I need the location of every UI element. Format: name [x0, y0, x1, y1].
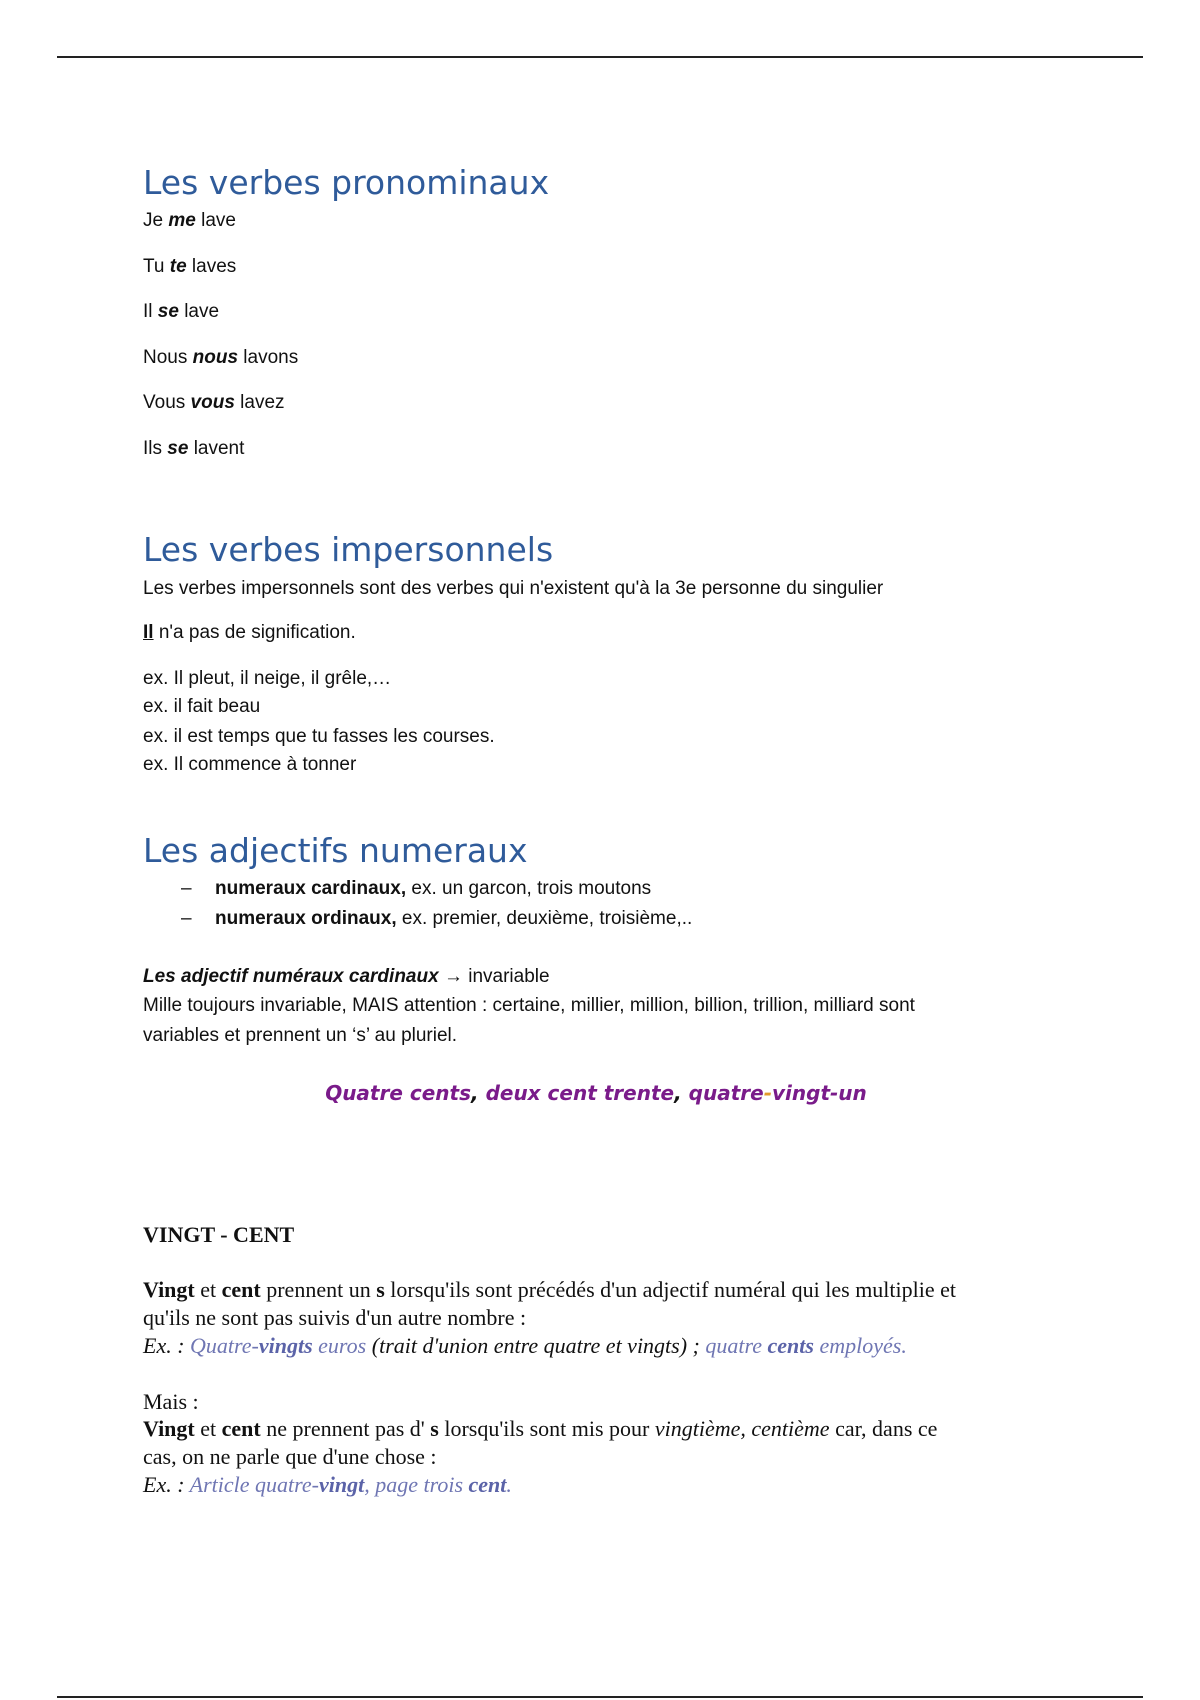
conjugation-line: Vous vous lavez: [143, 392, 285, 413]
heading-verbes-impersonnels: Les verbes impersonnels: [143, 530, 554, 569]
mais-label: Mais :: [143, 1389, 199, 1414]
top-rule: [57, 56, 1143, 58]
mille-note-line: Mille toujours invariable, MAIS attention : certaine, millier, million, billion, trillion, milliard sont: [143, 995, 915, 1016]
list-item: – numeraux ordinaux, ex. premier, deuxième, troisième,..: [143, 908, 692, 930]
il-note: Il n'a pas de signification.: [143, 622, 356, 643]
arrow-icon: →: [438, 966, 469, 987]
example-line: ex. Il commence à tonner: [143, 754, 357, 775]
rule-paragraph-line: cas, on ne parle que d'une chose :: [143, 1444, 437, 1469]
dash-bullet: –: [181, 878, 192, 899]
bottom-rule: [57, 1696, 1143, 1698]
example-line: ex. il fait beau: [143, 696, 261, 717]
example-line: ex. Il pleut, il neige, il grêle,…: [143, 668, 392, 689]
heading-verbes-pronominaux: Les verbes pronominaux: [143, 163, 550, 202]
heading-adjectifs-numeraux: Les adjectifs numeraux: [143, 831, 528, 870]
conjugation-line: Tu te laves: [143, 256, 237, 277]
conjugation-line: Nous nous lavons: [143, 347, 299, 368]
conjugation-line: Il se lave: [143, 301, 220, 322]
heading-vingt-cent: VINGT - CENT: [143, 1222, 295, 1247]
impersonnels-definition: Les verbes impersonnels sont des verbes qui n'existent qu'à la 3e personne du singulier: [143, 578, 884, 599]
cardinaux-rule: Les adjectif numéraux cardinaux → invariable: [143, 966, 550, 987]
conjugation-line: Je me lave: [143, 210, 236, 231]
numeral-example: Quatre cents, deux cent trente, quatre-vingt-un: [325, 1081, 867, 1105]
example-line: ex. il est temps que tu fasses les courses.: [143, 726, 495, 747]
rule-paragraph-line: Vingt et cent prennent un s lorsqu'ils sont précédés d'un adjectif numéral qui les multiplie et: [143, 1277, 957, 1302]
conjugation-line: Ils se lavent: [143, 438, 245, 459]
example-line: Ex. : Article quatre-vingt, page trois cent.: [143, 1472, 512, 1497]
dash-bullet: –: [181, 908, 192, 929]
example-line: Ex. : Quatre-vingts euros (trait d'union entre quatre et vingts) ; quatre cents employés.: [143, 1333, 907, 1358]
rule-paragraph-line: Vingt et cent ne prennent pas d' s lorsqu'ils sont mis pour vingtième, centième car, dans ce: [143, 1416, 938, 1441]
rule-paragraph-line: qu'ils ne sont pas suivis d'un autre nombre :: [143, 1305, 527, 1330]
mille-note-line: variables et prennent un ‘s’ au pluriel.: [143, 1025, 458, 1046]
list-item: – numeraux cardinaux, ex. un garcon, trois moutons: [143, 878, 651, 900]
